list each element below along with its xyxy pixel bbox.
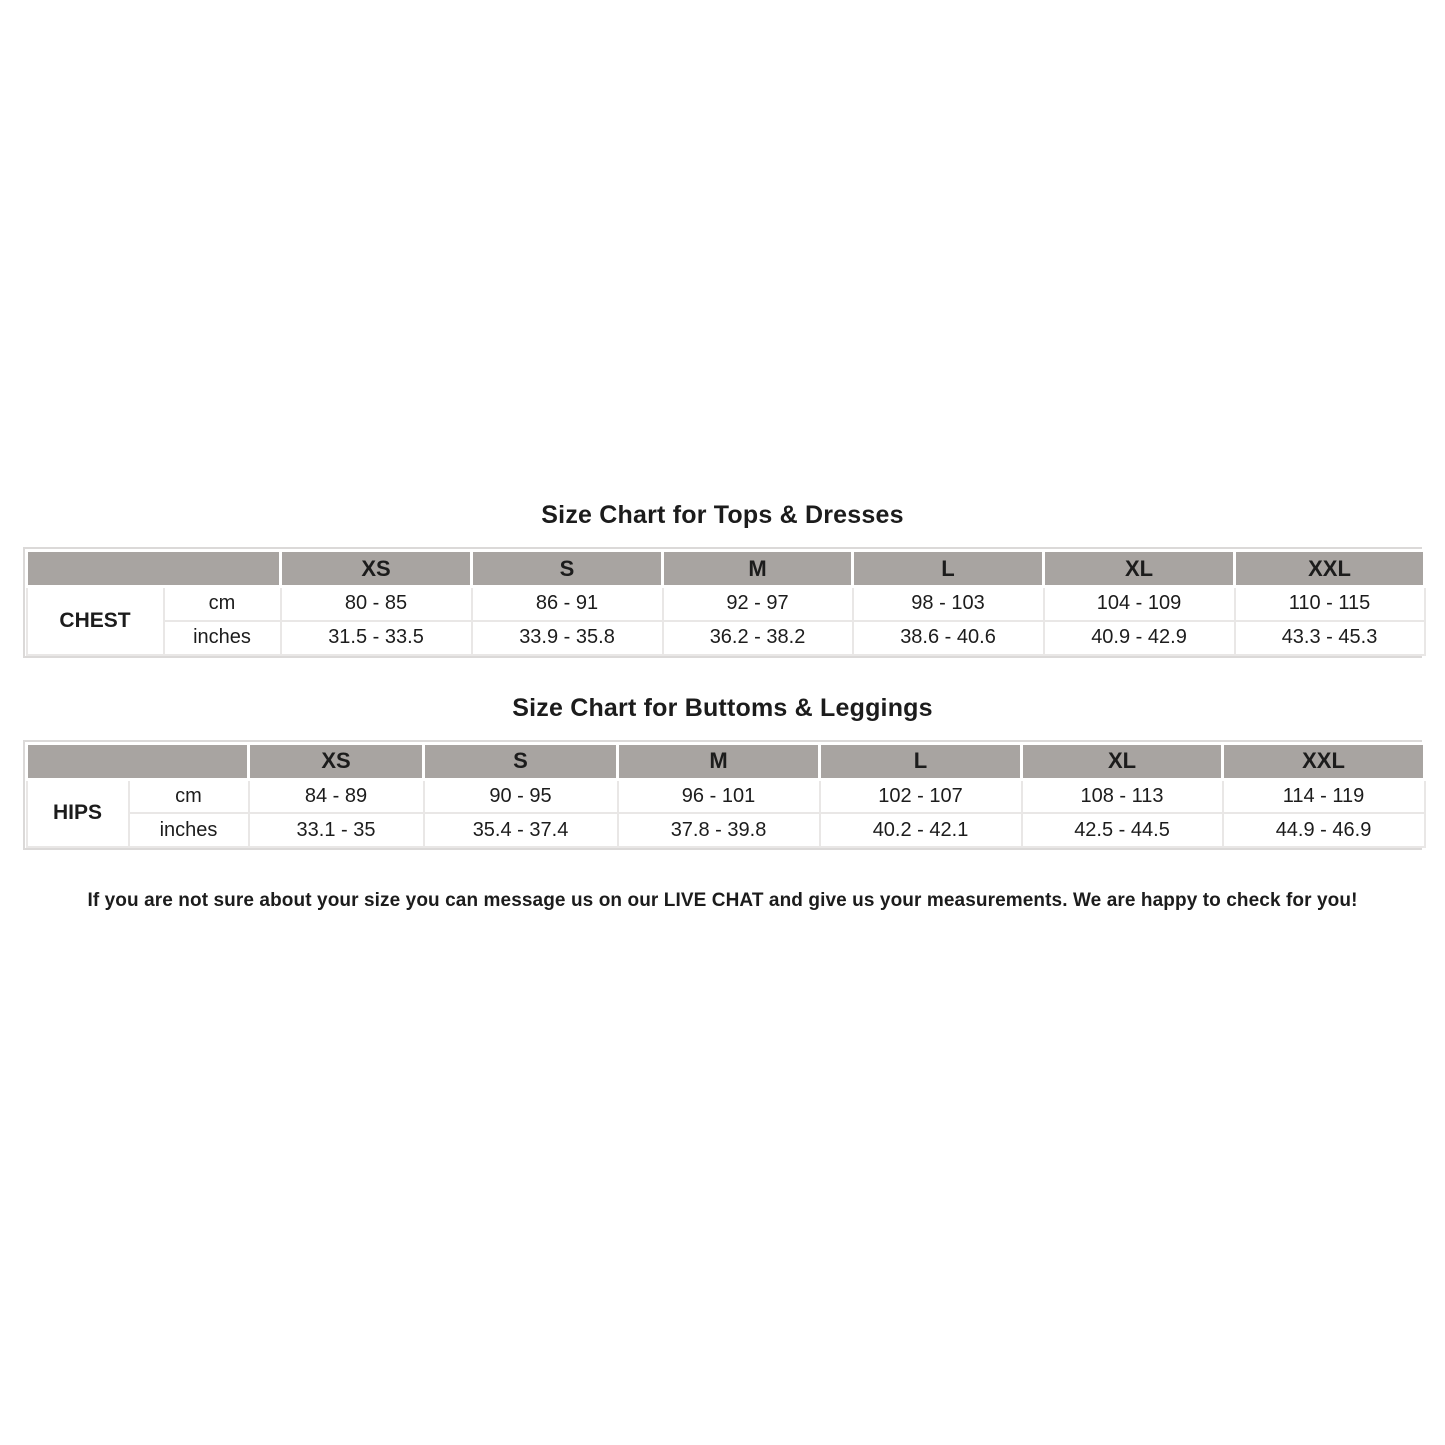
tops-inches-value-m: 36.2 - 38.2 [663,621,853,655]
tops-size-header-xl: XL [1044,551,1235,587]
bottoms-cm-value-xs: 84 - 89 [249,779,424,813]
tops-inches-value-l: 38.6 - 40.6 [853,621,1044,655]
tops-unit-label-cm: cm [164,587,281,621]
bottoms-unit-label-cm: cm [129,779,249,813]
bottoms-inches-value-xl: 42.5 - 44.5 [1022,813,1223,847]
footer-note: If you are not sure about your size you can message us on our LIVE CHAT and give us your measurements. We are happy to check for you! [87,890,1358,911]
bottoms-size-header-xs: XS [249,743,424,779]
tops-inches-value-xs: 31.5 - 33.5 [281,621,472,655]
bottoms-size-header-l: L [820,743,1022,779]
tops-unit-label-inches: inches [164,621,281,655]
bottoms-size-header-xxl: XXL [1223,743,1425,779]
bottoms-inches-row [27,813,1425,847]
tops-size-header-m: M [663,551,853,587]
bottoms-inches-value-xxl: 44.9 - 46.9 [1223,813,1425,847]
bottoms-inches-value-xs: 33.1 - 35 [249,813,424,847]
tops-cm-value-xs: 80 - 85 [281,587,472,621]
tops-size-header-l: L [853,551,1044,587]
tops-cm-row [27,587,1425,621]
bottoms-size-table [25,742,1426,849]
bottoms-cm-value-xxl: 114 - 119 [1223,779,1425,813]
tops-inches-row [27,621,1425,655]
tops-size-table [25,549,1426,656]
tops-row-label-chest: CHEST [27,587,164,655]
tops-chart-title: Size Chart for Tops & Dresses [541,501,904,529]
tops-inches-value-xl: 40.9 - 42.9 [1044,621,1235,655]
tops-size-header-xxl: XXL [1235,551,1425,587]
bottoms-cm-value-l: 102 - 107 [820,779,1022,813]
bottoms-size-header-m: M [618,743,820,779]
bottoms-cm-value-m: 96 - 101 [618,779,820,813]
bottoms-row-label-hips: HIPS [27,779,129,847]
tops-inches-value-s: 33.9 - 35.8 [472,621,663,655]
bottoms-inches-value-s: 35.4 - 37.4 [424,813,618,847]
bottoms-chart-title: Size Chart for Buttoms & Leggings [512,693,933,722]
tops-size-header-s: S [472,551,663,587]
tops-header-row [27,551,1425,587]
tops-cm-value-s: 86 - 91 [472,587,663,621]
bottoms-size-header-xl: XL [1022,743,1223,779]
tops-size-table-wrapper [23,547,1422,658]
bottoms-size-table-wrapper [23,740,1422,851]
tops-cm-value-xxl: 110 - 115 [1235,587,1425,621]
tops-cm-value-l: 98 - 103 [853,587,1044,621]
bottoms-cm-value-s: 90 - 95 [424,779,618,813]
tops-cm-value-m: 92 - 97 [663,587,853,621]
bottoms-cm-value-xl: 108 - 113 [1022,779,1223,813]
tops-inches-value-xxl: 43.3 - 45.3 [1235,621,1425,655]
bottoms-corner-cell [27,743,249,779]
tops-cm-value-xl: 104 - 109 [1044,587,1235,621]
tops-corner-cell [27,551,281,587]
bottoms-header-row [27,743,1425,779]
bottoms-size-header-s: S [424,743,618,779]
tops-size-header-xs: XS [281,551,472,587]
bottoms-inches-value-m: 37.8 - 39.8 [618,813,820,847]
bottoms-inches-value-l: 40.2 - 42.1 [820,813,1022,847]
section-gap [0,658,1445,694]
bottoms-cm-row [27,779,1425,813]
bottoms-unit-label-inches: inches [129,813,249,847]
